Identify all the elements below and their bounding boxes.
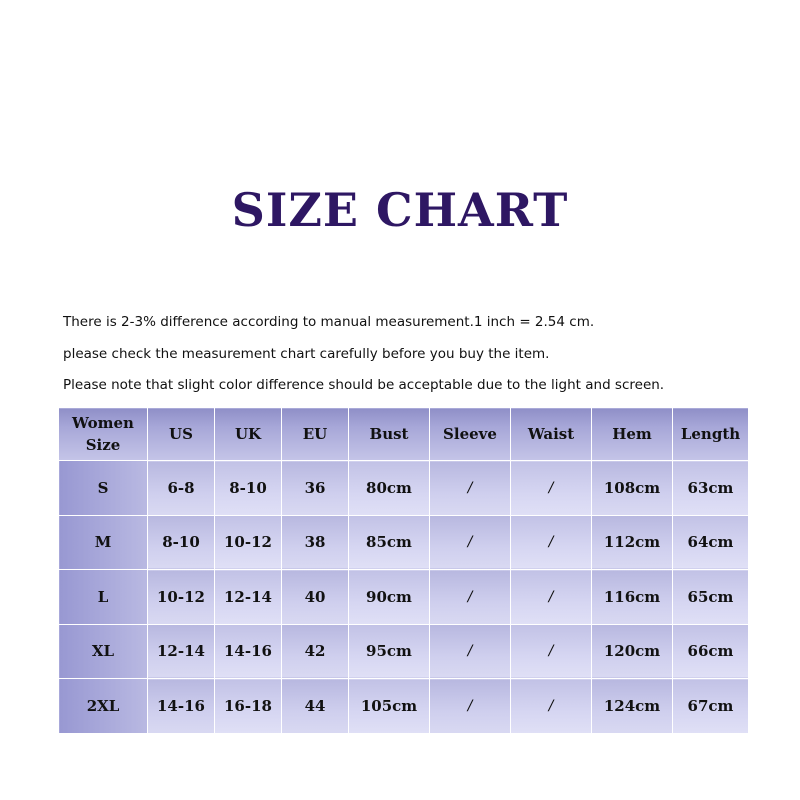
header-sleeve: Sleeve	[430, 408, 511, 461]
table-row	[59, 461, 749, 516]
cell-eu: 42	[282, 624, 349, 679]
cell-length: 65cm	[673, 570, 749, 625]
cell-us: 6-8	[148, 461, 215, 516]
cell-hem: 116cm	[592, 570, 673, 625]
note-measurement-difference: There is 2-3% difference according to manual measurement.1 inch = 2.54 cm.	[63, 314, 595, 330]
cell-eu: 38	[282, 515, 349, 570]
cell-us: 12-14	[148, 624, 215, 679]
note-color-difference: Please note that slight color difference should be acceptable due to the light and screen.	[63, 377, 665, 393]
cell-bust: 80cm	[349, 461, 430, 516]
cell-uk: 12-14	[215, 570, 282, 625]
cell-sleeve: /	[430, 570, 511, 625]
header-women-size: Women Size	[59, 408, 148, 461]
cell-bust: 105cm	[349, 679, 430, 734]
cell-hem: 108cm	[592, 461, 673, 516]
cell-size: S	[59, 461, 148, 516]
cell-size: 2XL	[59, 679, 148, 734]
cell-bust: 95cm	[349, 624, 430, 679]
cell-uk: 8-10	[215, 461, 282, 516]
cell-waist: /	[511, 624, 592, 679]
cell-waist: /	[511, 570, 592, 625]
cell-uk: 10-12	[215, 515, 282, 570]
cell-waist: /	[511, 461, 592, 516]
cell-bust: 85cm	[349, 515, 430, 570]
table-row	[59, 515, 749, 570]
cell-length: 63cm	[673, 461, 749, 516]
header-length: Length	[673, 408, 749, 461]
cell-length: 66cm	[673, 624, 749, 679]
cell-eu: 36	[282, 461, 349, 516]
cell-sleeve: /	[430, 624, 511, 679]
cell-sleeve: /	[430, 461, 511, 516]
cell-waist: /	[511, 679, 592, 734]
cell-length: 67cm	[673, 679, 749, 734]
header-waist: Waist	[511, 408, 592, 461]
notes-block	[63, 310, 783, 405]
cell-uk: 16-18	[215, 679, 282, 734]
cell-eu: 40	[282, 570, 349, 625]
size-table	[58, 407, 749, 734]
header-hem: Hem	[592, 408, 673, 461]
header-us: US	[148, 408, 215, 461]
table-row	[59, 679, 749, 734]
cell-us: 10-12	[148, 570, 215, 625]
table-row	[59, 624, 749, 679]
cell-eu: 44	[282, 679, 349, 734]
page-title: SIZE CHART	[231, 183, 569, 237]
cell-waist: /	[511, 515, 592, 570]
cell-hem: 124cm	[592, 679, 673, 734]
cell-size: L	[59, 570, 148, 625]
cell-us: 14-16	[148, 679, 215, 734]
cell-hem: 120cm	[592, 624, 673, 679]
cell-us: 8-10	[148, 515, 215, 570]
cell-bust: 90cm	[349, 570, 430, 625]
cell-length: 64cm	[673, 515, 749, 570]
cell-size: M	[59, 515, 148, 570]
cell-hem: 112cm	[592, 515, 673, 570]
header-eu: EU	[282, 408, 349, 461]
header-bust: Bust	[349, 408, 430, 461]
header-uk: UK	[215, 408, 282, 461]
cell-uk: 14-16	[215, 624, 282, 679]
table-header-row	[59, 408, 749, 461]
note-check-chart: please check the measurement chart carefully before you buy the item.	[63, 345, 550, 362]
cell-sleeve: /	[430, 679, 511, 734]
table-row	[59, 570, 749, 625]
cell-size: XL	[59, 624, 148, 679]
cell-sleeve: /	[430, 515, 511, 570]
